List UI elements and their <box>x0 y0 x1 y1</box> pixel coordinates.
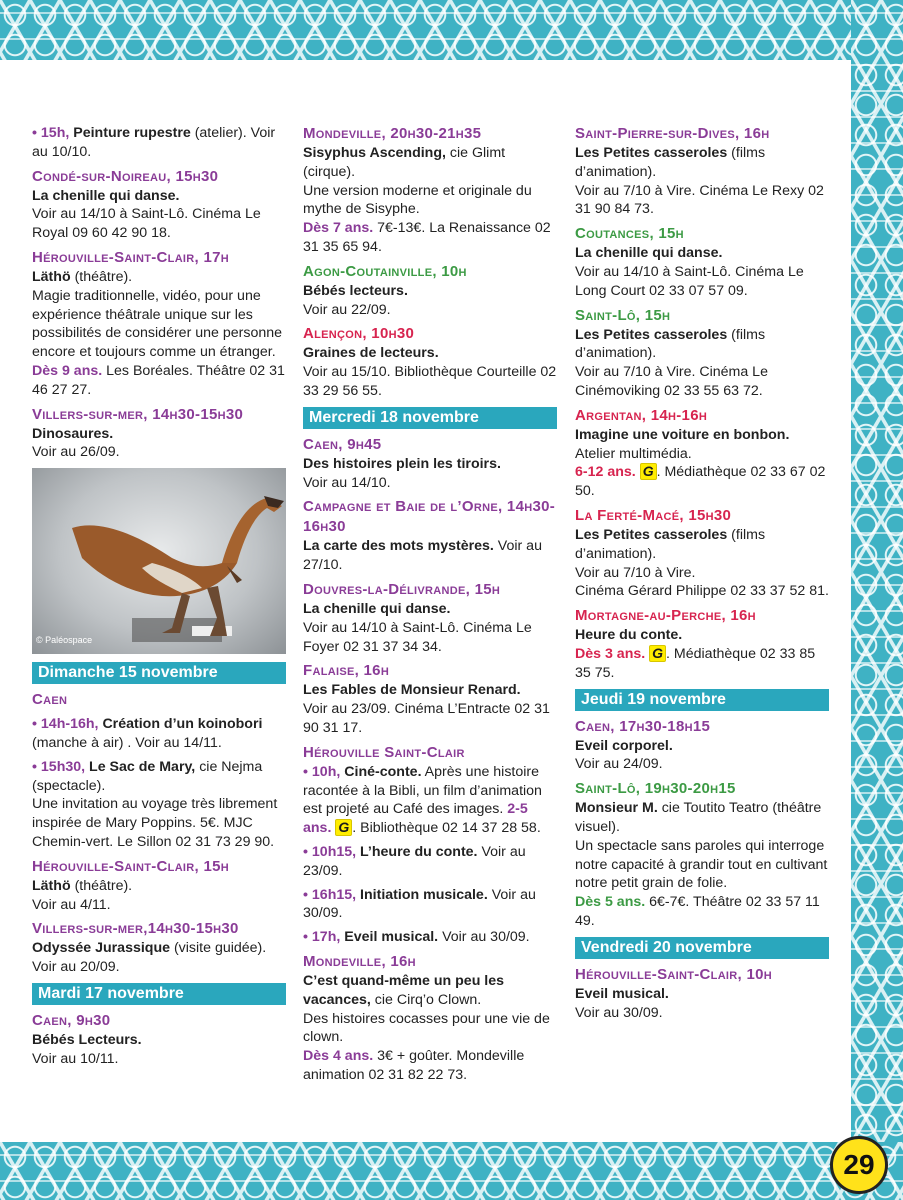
event-time: • 17h, <box>303 929 341 946</box>
free-badge: G <box>335 819 352 836</box>
event-title: Les Petites casseroles <box>575 326 728 343</box>
event-title: Les Petites casseroles <box>575 526 728 543</box>
event-place: Coutances, 15h <box>575 225 684 243</box>
event-desc-long: Voir au 7/10 à Vire. Cinéma Le Rexy 02 31 90 84 73. <box>575 182 824 218</box>
age-badge: 2-5 ans. <box>303 801 528 837</box>
event-entry <box>575 606 829 682</box>
event-desc: cie Toutito Teatro (théâtre visuel). <box>575 800 822 835</box>
event-title: Eveil musical. <box>344 929 439 946</box>
event-time: • 15h30, <box>32 758 86 775</box>
event-entry <box>32 405 286 463</box>
event-title: Le Sac de Mary, <box>89 758 196 775</box>
event-desc: (films d’animation). <box>575 326 766 362</box>
event-place: Mortagne-au-Perche, 16h <box>575 607 756 625</box>
event-title: La chenille qui danse. <box>575 245 723 262</box>
event-title: La carte des mots mystères. <box>303 538 494 555</box>
event-desc: Voir au 23/09. <box>303 843 526 879</box>
event-place: Campagne et Baie de l’Orne, 14h30-16h30 <box>303 498 556 536</box>
event-desc: Voir au 14/10. <box>303 474 391 491</box>
event-title: Läthö <box>32 268 71 285</box>
event-desc: Voir au 30/09. <box>575 1004 663 1021</box>
event-entry <box>303 435 557 493</box>
event-entry <box>32 715 286 753</box>
event-desc: (théâtre). <box>70 268 133 285</box>
event-title: Eveil musical. <box>575 985 669 1002</box>
event-desc: cie Cirq’o Clown. <box>370 991 482 1008</box>
event-entry <box>303 763 557 838</box>
event-place: Caen <box>32 691 68 709</box>
event-desc: cie Nejma (spectacle). <box>32 758 263 794</box>
event-entry <box>575 779 829 931</box>
day-header: Vendredi 20 novembre <box>575 937 829 959</box>
event-title: Initiation musicale. <box>360 886 488 903</box>
event-entry <box>32 167 286 243</box>
event-desc: Voir au 30/09. <box>438 929 530 946</box>
event-title: Läthö <box>32 877 71 894</box>
event-entry <box>32 124 286 162</box>
age-badge: Dès 9 ans. <box>32 362 103 379</box>
event-desc-long: Un spectacle sans paroles qui interroge notre capacité à grandir tout en cultivant notre petit grain de folie. <box>575 837 828 892</box>
event-desc: (films d’animation). <box>575 145 766 180</box>
event-place: Agon-Coutainville, 10h <box>303 262 467 280</box>
event-title: Imagine une voiture en bonbon. <box>575 426 790 443</box>
event-place: Condé-sur-Noireau, 15h30 <box>32 167 219 185</box>
event-entry <box>575 717 829 775</box>
event-desc: Voir au 22/09. <box>303 301 391 318</box>
event-title: Création d’un koinobori <box>102 716 263 733</box>
event-desc: (manche à air) . Voir au 14/11. <box>32 734 222 751</box>
event-venue: Les Boréales. Théâtre 02 31 46 27 27. <box>32 362 285 398</box>
event-place: Caen, 9h30 <box>32 1011 111 1029</box>
event-entry <box>303 843 557 881</box>
event-desc: Voir au 14/10 à Saint-Lô. Cinéma Le Long Court 02 33 07 57 09. <box>575 263 804 299</box>
event-desc-long: Une version moderne et originale du mythe de Sisyphe. <box>303 182 532 218</box>
event-entry <box>303 124 557 257</box>
event-time: • 10h, <box>303 763 341 780</box>
event-entry <box>575 965 829 1023</box>
decorative-pattern-top <box>0 0 903 60</box>
day-header: Dimanche 15 novembre <box>32 662 286 684</box>
age-badge: Dès 5 ans. <box>575 894 646 911</box>
event-entry <box>303 952 557 1085</box>
event-desc: Voir au 26/09. <box>32 444 120 461</box>
event-venue: 3€ + goûter. Mondeville animation 02 31 82 22 73. <box>303 1048 525 1083</box>
event-venue: . Médiathèque 02 33 67 02 50. <box>575 464 826 500</box>
event-title: Les Petites casseroles <box>575 145 728 161</box>
age-badge: Dès 3 ans. <box>575 645 646 662</box>
event-title: Bébés lecteurs. <box>303 282 408 299</box>
event-desc: Après une histoire racontée à la Bibli, un film d’animation est projeté au Café des images. <box>303 763 542 818</box>
decorative-pattern-bottom <box>0 1142 903 1200</box>
event-desc-long: Voir au 4/11. <box>32 896 111 913</box>
event-entry <box>303 886 557 924</box>
event-entry <box>575 224 829 300</box>
event-title: Les Fables de Monsieur Renard. <box>303 682 521 699</box>
event-entry <box>575 124 829 219</box>
event-desc: Voir au 24/09. <box>575 756 663 773</box>
event-title: Odyssée Jurassique <box>32 940 171 957</box>
event-place: Villers-sur-mer,14h30-15h30 <box>32 920 239 938</box>
event-place: Saint-Pierre-sur-Dives, 16h <box>575 125 770 142</box>
day-header: Mercredi 18 novembre <box>303 407 557 429</box>
event-place: La Ferté-Macé, 15h30 <box>575 506 732 524</box>
event-place: Argentan, 14h-16h <box>575 406 708 424</box>
column-2 <box>303 124 557 1090</box>
event-desc: Voir au 27/10. <box>303 538 542 574</box>
free-badge: G <box>649 645 666 662</box>
event-desc: Voir au 14/10 à Saint-Lô. Cinéma Le Royal 09 60 42 90 18. <box>32 206 261 242</box>
page-number: 29 <box>830 1136 888 1194</box>
event-place: Mondeville, 20h30-21h35 <box>303 125 482 142</box>
day-header: Mardi 17 novembre <box>32 983 286 1005</box>
event-title: Ciné-conte. <box>344 763 422 780</box>
event-entry <box>575 506 829 601</box>
event-title: Monsieur M. <box>575 800 658 817</box>
event-desc: Voir au 10/11. <box>32 1050 119 1067</box>
event-place: Villers-sur-mer, 14h30-15h30 <box>32 405 244 423</box>
event-entry <box>303 661 557 737</box>
event-title: Graines de lecteurs. <box>303 345 439 362</box>
day-header: Jeudi 19 novembre <box>575 689 829 711</box>
dinosaur-photo <box>32 468 286 654</box>
event-place: Hérouville Saint-Clair <box>303 743 465 761</box>
event-place: Mondeville, 16h <box>303 952 416 970</box>
event-desc: Atelier multimédia. <box>575 445 692 462</box>
event-desc-long: Voir au 7/10 à Vire. <box>575 564 696 581</box>
event-title: La chenille qui danse. <box>32 187 180 204</box>
event-venue: 6€-7€. Théâtre 02 33 57 11 49. <box>575 894 820 929</box>
dinosaur-illustration <box>32 468 286 654</box>
event-venue: Cinéma Gérard Philippe 02 33 37 52 81. <box>575 583 829 600</box>
event-place: Caen, 17h30-18h15 <box>575 717 711 735</box>
event-entry <box>303 928 557 947</box>
age-badge: Dès 7 ans. <box>303 220 374 237</box>
photo-credit: © Paléospace <box>36 635 93 646</box>
event-entry <box>32 690 286 710</box>
event-desc-long: Une invitation au voyage très librement inspirée de Mary Poppins. 5€. MJC Chemin-vert. Le Sillon 02 31 73 29 90. <box>32 796 278 850</box>
event-time: • 14h-16h, <box>32 716 99 733</box>
event-desc: (théâtre). <box>70 877 133 894</box>
event-time: • 10h15, <box>303 843 357 860</box>
event-desc-long: Des histoires cocasses pour une vie de clown. <box>303 1010 550 1046</box>
event-place: Hérouville-Saint-Clair, 10h <box>575 965 772 983</box>
event-title: Sisyphus Ascending, <box>303 145 446 161</box>
event-venue: 7€-13€. La Renaissance 02 31 35 65 94. <box>303 220 551 255</box>
event-place: Douvres-la-Délivrande, 15h <box>303 580 501 598</box>
event-title: Bébés Lecteurs. <box>32 1031 142 1048</box>
event-title: La chenille qui danse. <box>303 600 451 617</box>
decorative-pattern-right <box>851 0 903 1200</box>
event-entry <box>303 743 557 763</box>
event-desc: (films d’animation). <box>575 526 766 562</box>
event-time: • 16h15, <box>303 886 357 903</box>
age-badge: Dès 4 ans. <box>303 1048 374 1065</box>
event-desc: Voir au 30/09. <box>303 886 536 922</box>
event-entry <box>303 262 557 320</box>
event-title: Peinture rupestre <box>73 125 191 141</box>
event-title: Dinosaures. <box>32 425 114 442</box>
event-desc: (visite guidée). Voir au 20/09. <box>32 940 267 976</box>
event-entry <box>32 1011 286 1069</box>
event-entry <box>303 324 557 400</box>
event-time: • 15h, <box>32 125 70 141</box>
event-entry <box>32 248 286 400</box>
event-title: Eveil corporel. <box>575 737 673 754</box>
event-place: Hérouville-Saint-Clair, 17h <box>32 248 229 266</box>
column-1 <box>32 124 286 1074</box>
event-entry <box>575 406 829 501</box>
event-entry <box>32 919 286 977</box>
event-entry <box>303 580 557 656</box>
event-desc: Voir au 14/10 à Saint-Lô. Cinéma Le Foyer 02 31 37 34 34. <box>303 619 532 655</box>
event-entry <box>303 497 557 575</box>
event-desc: Voir au 15/10. Bibliothèque Courteille 02 33 29 56 55. <box>303 364 557 399</box>
event-desc-long: Voir au 7/10 à Vire. Cinéma Le Cinémoviking 02 33 55 63 72. <box>575 364 768 399</box>
event-venue: . Bibliothèque 02 14 37 28 58. <box>352 820 541 837</box>
event-venue: . Médiathèque 02 33 85 35 75. <box>575 645 816 681</box>
age-badge: 6-12 ans. <box>575 464 636 481</box>
event-place: Saint-Lô, 15h <box>575 306 671 324</box>
event-title: C’est quand-même un peu les vacances, <box>303 972 505 1008</box>
event-desc-long: Magie traditionnelle, vidéo, pour une expérience théâtrale unique sur les possibilités de considérer une personne encore et toujours comme un étranger. <box>32 287 283 361</box>
event-place: Alençon, 10h30 <box>303 325 415 343</box>
event-desc: Voir au 23/09. Cinéma L’Entracte 02 31 90 31 17. <box>303 701 550 736</box>
free-badge: G <box>640 463 657 480</box>
event-place: Falaise, 16h <box>303 662 390 680</box>
event-desc: (atelier). Voir au 10/10. <box>32 125 276 160</box>
column-3 <box>575 124 829 1027</box>
event-title: Des histoires plein les tiroirs. <box>303 455 501 472</box>
event-title: Heure du conte. <box>575 627 683 644</box>
event-title: L’heure du conte. <box>360 843 478 860</box>
event-entry <box>575 306 829 401</box>
event-place: Saint-Lô, 19h30-20h15 <box>575 780 736 798</box>
event-place: Hérouville-Saint-Clair, 15h <box>32 857 229 875</box>
event-place: Caen, 9h45 <box>303 435 382 453</box>
event-entry <box>32 857 286 915</box>
event-desc: cie Glimt (cirque). <box>303 145 506 180</box>
event-entry <box>32 758 286 852</box>
